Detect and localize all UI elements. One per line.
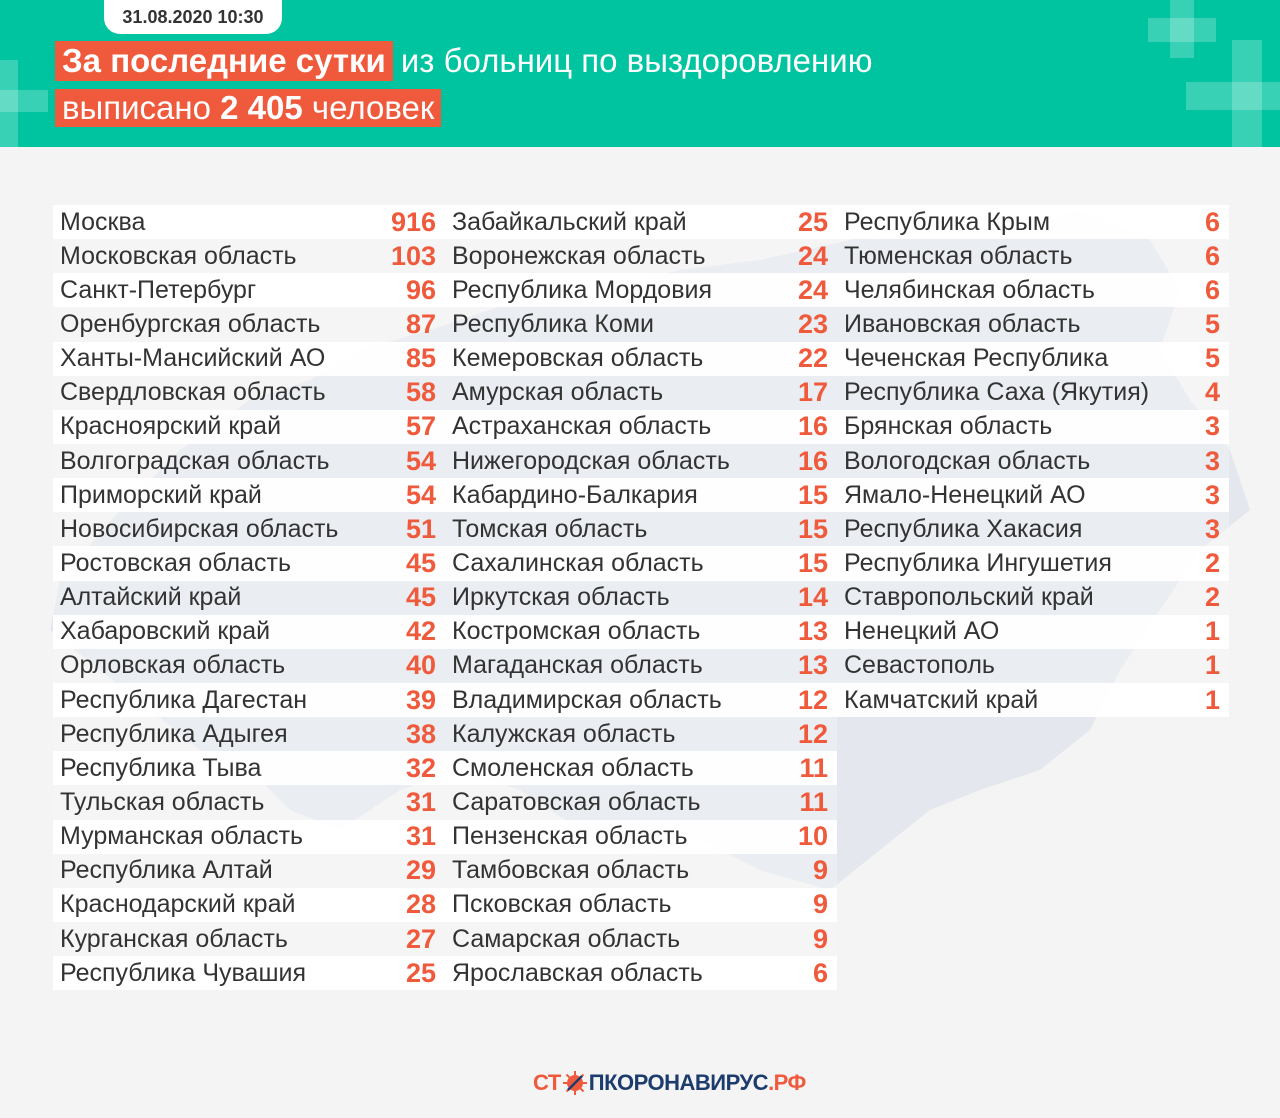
region-value: 3 xyxy=(1204,411,1220,442)
region-name: Республика Дагестан xyxy=(60,685,308,714)
region-row xyxy=(837,683,1229,717)
region-value: 103 xyxy=(390,240,436,271)
region-row xyxy=(837,546,1229,580)
region-name: Хабаровский край xyxy=(60,617,271,646)
region-value: 17 xyxy=(797,377,828,408)
region-value: 45 xyxy=(405,547,436,578)
region-row xyxy=(445,683,837,717)
logo-part-2: ПКОРОНАВИРУС xyxy=(588,1070,769,1095)
region-row xyxy=(445,581,837,615)
region-name: Ставропольский край xyxy=(844,583,1094,612)
region-value: 12 xyxy=(797,718,828,749)
region-name: Ивановская область xyxy=(844,309,1081,338)
region-name: Саратовская область xyxy=(452,787,701,816)
region-row xyxy=(53,888,445,922)
region-name: Астраханская область xyxy=(452,412,712,441)
region-value: 24 xyxy=(797,274,828,305)
region-value: 23 xyxy=(797,308,828,339)
region-name: Кемеровская область xyxy=(452,344,704,373)
region-value: 11 xyxy=(799,752,828,783)
region-value: 25 xyxy=(797,206,828,237)
region-name: Мурманская область xyxy=(60,822,304,851)
stopkoronavirus-logo xyxy=(533,1066,806,1100)
region-row xyxy=(445,410,837,444)
region-value: 2 xyxy=(1204,582,1220,613)
region-value: 13 xyxy=(797,616,828,647)
region-row xyxy=(53,922,445,956)
region-name: Смоленская область xyxy=(452,753,694,782)
region-name: Санкт-Петербург xyxy=(60,275,257,304)
region-value: 9 xyxy=(812,923,828,954)
region-name: Республика Тыва xyxy=(60,753,262,782)
region-value: 57 xyxy=(405,411,436,442)
region-row xyxy=(837,649,1229,683)
region-row xyxy=(53,239,445,273)
region-row xyxy=(837,342,1229,376)
region-row xyxy=(445,512,837,546)
region-value: 5 xyxy=(1204,308,1220,339)
region-value: 24 xyxy=(797,240,828,271)
region-row xyxy=(445,376,837,410)
region-value: 6 xyxy=(1204,274,1220,305)
region-name: Вологодская область xyxy=(844,446,1091,475)
region-name: Пензенская область xyxy=(452,822,688,851)
region-value: 45 xyxy=(405,582,436,613)
region-value: 32 xyxy=(405,752,436,783)
region-row xyxy=(445,922,837,956)
region-name: Севастополь xyxy=(844,651,995,680)
region-row xyxy=(445,307,837,341)
headline-total-number: 2 405 xyxy=(220,89,303,126)
region-name: Чеченская Республика xyxy=(844,344,1109,373)
region-row xyxy=(53,683,445,717)
region-value: 1 xyxy=(1204,684,1220,715)
header-banner xyxy=(0,0,1280,147)
region-row xyxy=(445,342,837,376)
region-name: Ямало-Ненецкий АО xyxy=(844,480,1086,509)
region-row xyxy=(53,820,445,854)
region-row xyxy=(445,205,837,239)
region-name: Краснодарский край xyxy=(60,890,296,919)
region-value: 14 xyxy=(797,582,828,613)
region-value: 31 xyxy=(405,821,436,852)
region-row xyxy=(445,649,837,683)
region-row xyxy=(445,273,837,307)
region-value: 15 xyxy=(797,513,828,544)
virus-icon xyxy=(562,1070,588,1096)
region-name: Иркутская область xyxy=(452,583,670,612)
region-value: 6 xyxy=(1204,240,1220,271)
region-column-2 xyxy=(445,205,837,990)
region-value: 51 xyxy=(405,513,436,544)
headline-total-post: человек xyxy=(302,89,435,126)
region-value: 1 xyxy=(1204,616,1220,647)
region-value: 12 xyxy=(797,684,828,715)
region-value: 40 xyxy=(405,650,436,681)
region-row xyxy=(837,615,1229,649)
region-value: 58 xyxy=(405,377,436,408)
region-name: Сахалинская область xyxy=(452,548,704,577)
region-name: Тульская область xyxy=(60,787,265,816)
region-value: 9 xyxy=(812,889,828,920)
region-value: 3 xyxy=(1204,479,1220,510)
region-name: Республика Мордовия xyxy=(452,275,712,304)
region-row xyxy=(837,512,1229,546)
region-row xyxy=(53,512,445,546)
headline-line-2 xyxy=(55,88,441,128)
region-name: Свердловская область xyxy=(60,378,326,407)
region-name: Орловская область xyxy=(60,651,286,680)
region-value: 10 xyxy=(797,821,828,852)
region-value: 96 xyxy=(405,274,436,305)
decor-cross-icon xyxy=(1148,18,1216,42)
region-row xyxy=(53,205,445,239)
headline-total-pre: выписано xyxy=(62,89,221,126)
region-value: 39 xyxy=(405,684,436,715)
region-value: 28 xyxy=(405,889,436,920)
headline-total xyxy=(55,89,441,127)
region-row xyxy=(837,478,1229,512)
region-row xyxy=(53,444,445,478)
region-value: 15 xyxy=(797,479,828,510)
region-row xyxy=(445,820,837,854)
region-value: 13 xyxy=(797,650,828,681)
region-value: 85 xyxy=(405,343,436,374)
region-row xyxy=(53,956,445,990)
region-name: Алтайский край xyxy=(60,583,242,612)
headline-line-1 xyxy=(55,40,872,82)
region-row xyxy=(445,854,837,888)
region-name: Республика Чувашия xyxy=(60,958,307,987)
region-name: Новосибирская область xyxy=(60,514,339,543)
region-row xyxy=(53,649,445,683)
region-value: 54 xyxy=(405,479,436,510)
region-row xyxy=(837,581,1229,615)
region-value: 29 xyxy=(405,855,436,886)
logo-part-3: .РФ xyxy=(768,1070,806,1095)
region-name: Ханты-Мансийский АО xyxy=(60,344,326,373)
region-row xyxy=(53,307,445,341)
region-value: 9 xyxy=(812,855,828,886)
region-name: Костромская область xyxy=(452,617,701,646)
region-column-3 xyxy=(837,205,1229,717)
decor-cross-icon xyxy=(0,90,48,112)
region-value: 31 xyxy=(405,786,436,817)
region-name: Челябинская область xyxy=(844,275,1095,304)
region-row xyxy=(837,273,1229,307)
region-value: 6 xyxy=(812,957,828,988)
region-name: Томская область xyxy=(452,514,648,543)
logo-part-1: СТ xyxy=(533,1070,561,1095)
region-value: 916 xyxy=(390,206,436,237)
region-row xyxy=(837,444,1229,478)
region-name: Республика Крым xyxy=(844,207,1051,236)
region-column-1 xyxy=(53,205,445,990)
region-row xyxy=(53,410,445,444)
region-name: Ярославская область xyxy=(452,958,703,987)
region-row xyxy=(837,205,1229,239)
region-value: 16 xyxy=(797,445,828,476)
region-row xyxy=(445,444,837,478)
region-value: 16 xyxy=(797,411,828,442)
region-value: 3 xyxy=(1204,445,1220,476)
region-row xyxy=(53,478,445,512)
region-name: Амурская область xyxy=(452,378,664,407)
region-value: 54 xyxy=(405,445,436,476)
region-value: 15 xyxy=(797,547,828,578)
region-name: Республика Алтай xyxy=(60,856,273,885)
region-value: 4 xyxy=(1204,377,1220,408)
region-name: Приморский край xyxy=(60,480,262,509)
region-name: Москва xyxy=(60,207,146,236)
region-value: 2 xyxy=(1204,547,1220,578)
region-row xyxy=(53,581,445,615)
region-row xyxy=(837,307,1229,341)
region-name: Тюменская область xyxy=(844,241,1073,270)
region-value: 11 xyxy=(799,786,828,817)
region-name: Забайкальский край xyxy=(452,207,687,236)
region-name: Калужская область xyxy=(452,719,676,748)
region-value: 1 xyxy=(1204,650,1220,681)
region-row xyxy=(445,239,837,273)
region-row xyxy=(53,854,445,888)
region-name: Тамбовская область xyxy=(452,856,690,885)
region-name: Оренбургская область xyxy=(60,309,321,338)
region-name: Республика Саха (Якутия) xyxy=(844,378,1150,407)
region-row xyxy=(53,376,445,410)
region-name: Республика Хакасия xyxy=(844,514,1083,543)
region-value: 42 xyxy=(405,616,436,647)
region-row xyxy=(445,956,837,990)
region-row xyxy=(837,376,1229,410)
region-value: 6 xyxy=(1204,206,1220,237)
region-name: Владимирская область xyxy=(452,685,722,714)
region-row xyxy=(53,273,445,307)
region-row xyxy=(445,615,837,649)
region-value: 87 xyxy=(405,308,436,339)
region-row xyxy=(837,410,1229,444)
region-name: Воронежская область xyxy=(452,241,706,270)
region-name: Республика Коми xyxy=(452,309,655,338)
region-name: Псковская область xyxy=(452,890,672,919)
headline-rest: из больниц по выздоровлению xyxy=(400,42,873,79)
region-name: Московская область xyxy=(60,241,297,270)
region-value: 38 xyxy=(405,718,436,749)
region-value: 5 xyxy=(1204,343,1220,374)
region-row xyxy=(445,785,837,819)
region-name: Республика Ингушетия xyxy=(844,548,1112,577)
region-name: Красноярский край xyxy=(60,412,282,441)
region-name: Волгоградская область xyxy=(60,446,330,475)
region-row xyxy=(445,751,837,785)
region-row xyxy=(53,785,445,819)
region-name: Республика Адыгея xyxy=(60,719,288,748)
region-name: Магаданская область xyxy=(452,651,703,680)
region-name: Камчатский край xyxy=(844,685,1039,714)
region-value: 22 xyxy=(797,343,828,374)
region-row xyxy=(445,546,837,580)
region-name: Брянская область xyxy=(844,412,1053,441)
region-row xyxy=(445,717,837,751)
region-name: Нижегородская область xyxy=(452,446,730,475)
region-value: 25 xyxy=(405,957,436,988)
region-row xyxy=(53,342,445,376)
region-row xyxy=(53,546,445,580)
region-row xyxy=(53,615,445,649)
region-row xyxy=(53,751,445,785)
region-name: Кабардино-Балкария xyxy=(452,480,698,509)
region-row xyxy=(445,888,837,922)
region-name: Ненецкий АО xyxy=(844,617,1000,646)
region-row xyxy=(837,239,1229,273)
date-badge: 31.08.2020 10:30 xyxy=(104,0,282,34)
headline-highlight: За последние сутки xyxy=(55,41,393,81)
region-value: 27 xyxy=(405,923,436,954)
region-name: Курганская область xyxy=(60,924,288,953)
region-name: Ростовская область xyxy=(60,548,291,577)
decor-cross-icon xyxy=(1186,82,1280,110)
region-row xyxy=(53,717,445,751)
region-row xyxy=(445,478,837,512)
region-value: 3 xyxy=(1204,513,1220,544)
region-name: Самарская область xyxy=(452,924,681,953)
